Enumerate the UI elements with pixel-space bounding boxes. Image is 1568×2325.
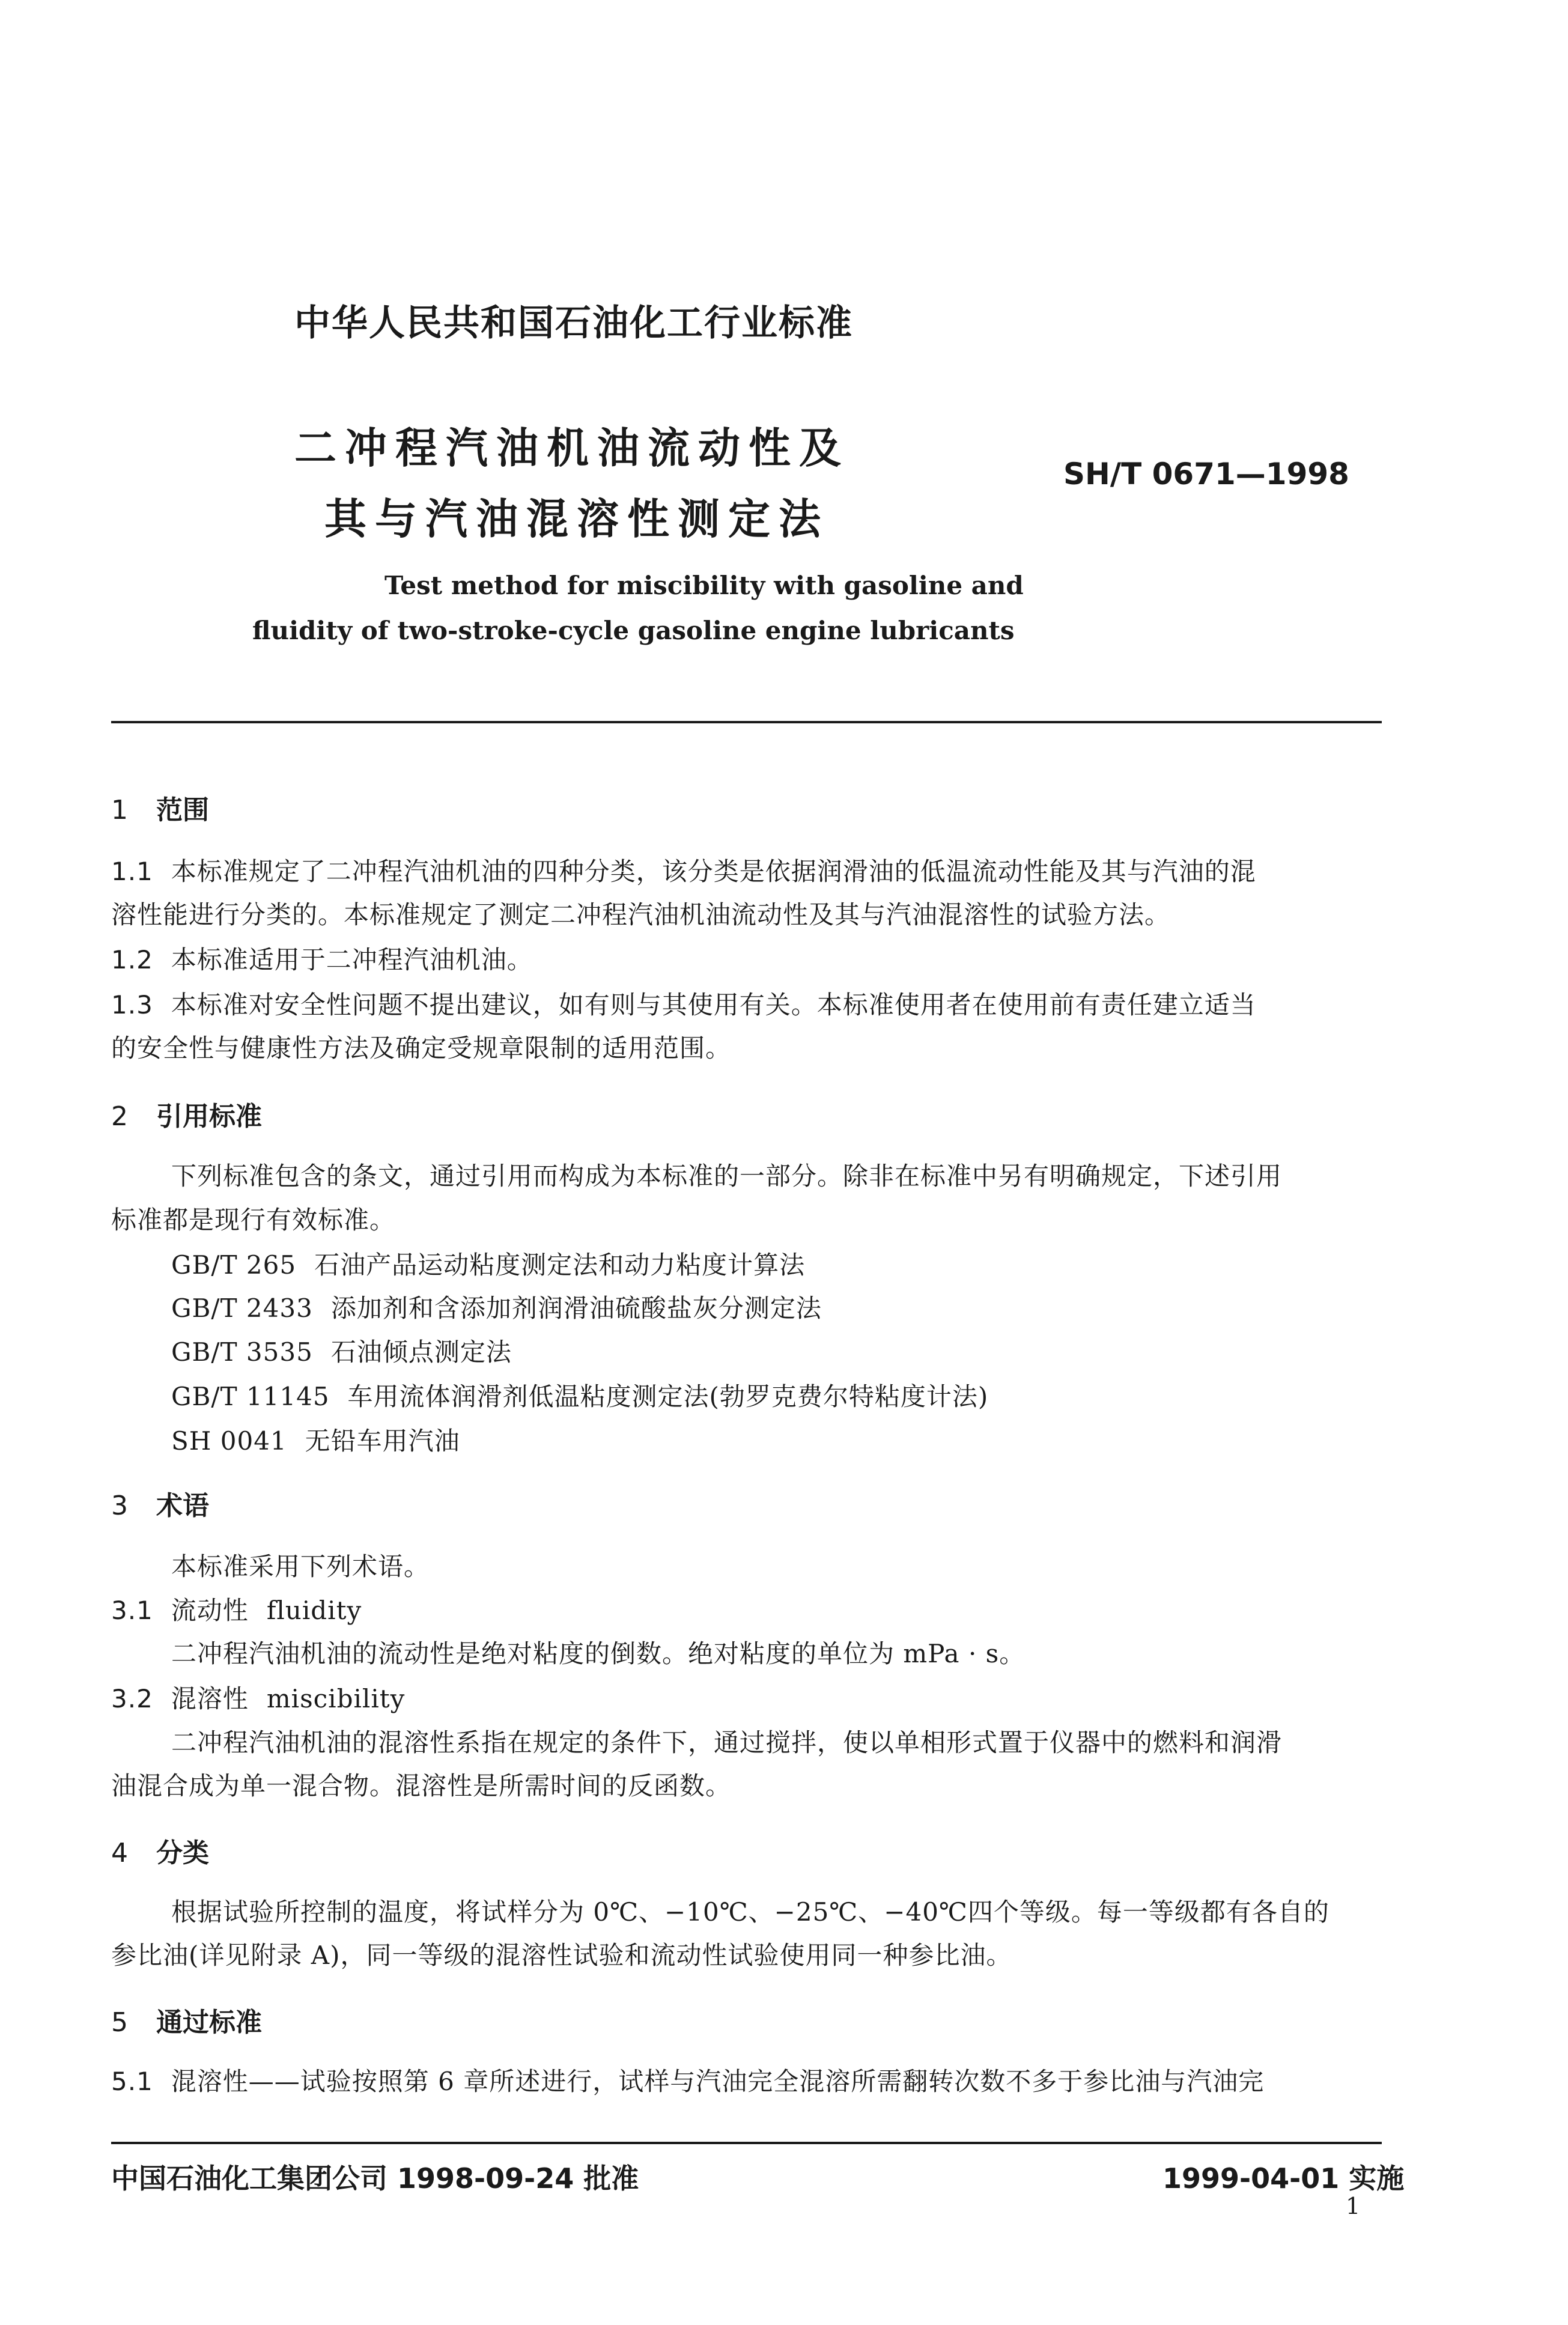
term-number: 3.1 — [111, 1596, 153, 1625]
section-title: 通过标准 — [156, 2007, 262, 2038]
reference-code: GB/T 3535 — [171, 1337, 313, 1367]
clause-5-1 — [111, 2062, 1264, 2098]
reference-title: 石油产品运动粘度测定法和动力粘度计算法 — [314, 1250, 806, 1280]
title-en-line1: Test method for miscibility with gasoline and — [384, 571, 1024, 600]
clause-number: 1.2 — [111, 945, 153, 974]
reference-title: 石油倾点测定法 — [330, 1337, 512, 1367]
clause-text: 混溶性——试验按照第 6 章所述进行，试样与汽油完全混溶所需翻转次数不多于参比油与汽油完 — [171, 2067, 1265, 2096]
footer-divider — [111, 2142, 1382, 2144]
clause-number: 1.3 — [111, 990, 153, 1020]
header-divider — [111, 721, 1382, 723]
section-title: 术语 — [156, 1491, 209, 1521]
reference-code: GB/T 265 — [171, 1250, 297, 1280]
clause-1-2 — [111, 940, 533, 976]
reference-item — [171, 1333, 512, 1369]
section-2-intro-line2: 标准都是现行有效标准。 — [111, 1205, 396, 1235]
term-3-2-definition-line1: 二冲程汽油机油的混溶性系指在规定的条件下，通过搅拌，使以单相形式置于仪器中的燃料和润滑 — [171, 1728, 1283, 1757]
section-number: 4 — [111, 1838, 128, 1868]
section-4-heading — [111, 1831, 209, 1870]
section-number: 1 — [111, 795, 128, 825]
clause-1-3-line2: 的安全性与健康性方法及确定受规章限制的适用范围。 — [111, 1033, 732, 1063]
section-2-heading — [111, 1095, 262, 1133]
reference-item — [171, 1289, 822, 1325]
reference-title: 无铅车用汽油 — [305, 1426, 460, 1456]
section-1-heading — [111, 788, 209, 827]
reference-item — [171, 1377, 988, 1413]
term-zh: 混溶性 — [171, 1684, 249, 1713]
reference-item — [171, 1421, 460, 1457]
section-4-line2: 参比油(详见附录 A)，同一等级的混溶性试验和流动性试验使用同一种参比油。 — [111, 1941, 1012, 1970]
clause-1-3-line1 — [111, 985, 1256, 1021]
section-title: 引用标准 — [156, 1101, 262, 1132]
term-3-2-definition-line2: 油混合成为单一混合物。混溶性是所需时间的反函数。 — [111, 1771, 732, 1801]
term-3-2 — [111, 1679, 405, 1715]
term-number: 3.2 — [111, 1684, 153, 1713]
section-3-heading — [111, 1484, 209, 1522]
section-number: 5 — [111, 2007, 128, 2038]
clause-text: 本标准对安全性问题不提出建议，如有则与其使用有关。本标准使用者在使用前有责任建立适当 — [171, 990, 1256, 1020]
section-5-heading — [111, 2001, 262, 2039]
org-standard-heading: 中华人民共和国石油化工行业标准 — [294, 302, 853, 344]
section-3-intro: 本标准采用下列术语。 — [171, 1552, 430, 1581]
title-zh-line2: 其与汽油混溶性测定法 — [324, 494, 829, 544]
section-4-line1: 根据试验所控制的温度，将试样分为 0℃、−10℃、−25℃、−40℃四个等级。每一等级都有各自的 — [171, 1897, 1329, 1927]
term-en: miscibility — [266, 1684, 406, 1713]
approval-note: 中国石油化工集团公司 1998-09-24 批准 — [111, 2162, 639, 2195]
reference-item — [171, 1245, 805, 1281]
section-title: 范围 — [156, 795, 209, 825]
reference-title: 车用流体润滑剂低温粘度测定法(勃罗克费尔特粘度计法) — [347, 1382, 989, 1411]
title-zh-line1: 二冲程汽油机油流动性及 — [294, 424, 849, 473]
clause-number: 5.1 — [111, 2067, 153, 2096]
section-number: 3 — [111, 1491, 128, 1521]
term-3-1 — [111, 1591, 362, 1627]
clause-text: 本标准适用于二冲程汽油机油。 — [171, 945, 533, 974]
clause-number: 1.1 — [111, 857, 153, 886]
reference-code: SH 0041 — [171, 1426, 287, 1456]
clause-1-1-line1 — [111, 852, 1256, 888]
clause-1-1-line2: 溶性能进行分类的。本标准规定了测定二冲程汽油机油流动性及其与汽油混溶性的试验方法。 — [111, 900, 1171, 929]
reference-title: 添加剂和含添加剂润滑油硫酸盐灰分测定法 — [330, 1293, 822, 1323]
title-en-line2: fluidity of two-stroke-cycle gasoline engine lubricants — [252, 616, 1015, 645]
term-3-1-definition: 二冲程汽油机油的流动性是绝对粘度的倒数。绝对粘度的单位为 mPa · s。 — [171, 1639, 1026, 1668]
reference-code: GB/T 2433 — [171, 1293, 313, 1323]
page-number: 1 — [1346, 2193, 1361, 2219]
effective-date: 1999-04-01 实施 — [1162, 2162, 1405, 2195]
standard-number: SH/T 0671—1998 — [1063, 457, 1349, 491]
term-zh: 流动性 — [171, 1596, 249, 1625]
clause-text: 本标准规定了二冲程汽油机油的四种分类，该分类是依据润滑油的低温流动性能及其与汽油的混 — [171, 857, 1256, 886]
reference-code: GB/T 11145 — [171, 1382, 330, 1411]
section-title: 分类 — [156, 1838, 209, 1868]
section-number: 2 — [111, 1101, 128, 1132]
section-2-intro-line1: 下列标准包含的条文，通过引用而构成为本标准的一部分。除非在标准中另有明确规定，下述引用 — [171, 1161, 1283, 1191]
term-en: fluidity — [266, 1596, 362, 1625]
